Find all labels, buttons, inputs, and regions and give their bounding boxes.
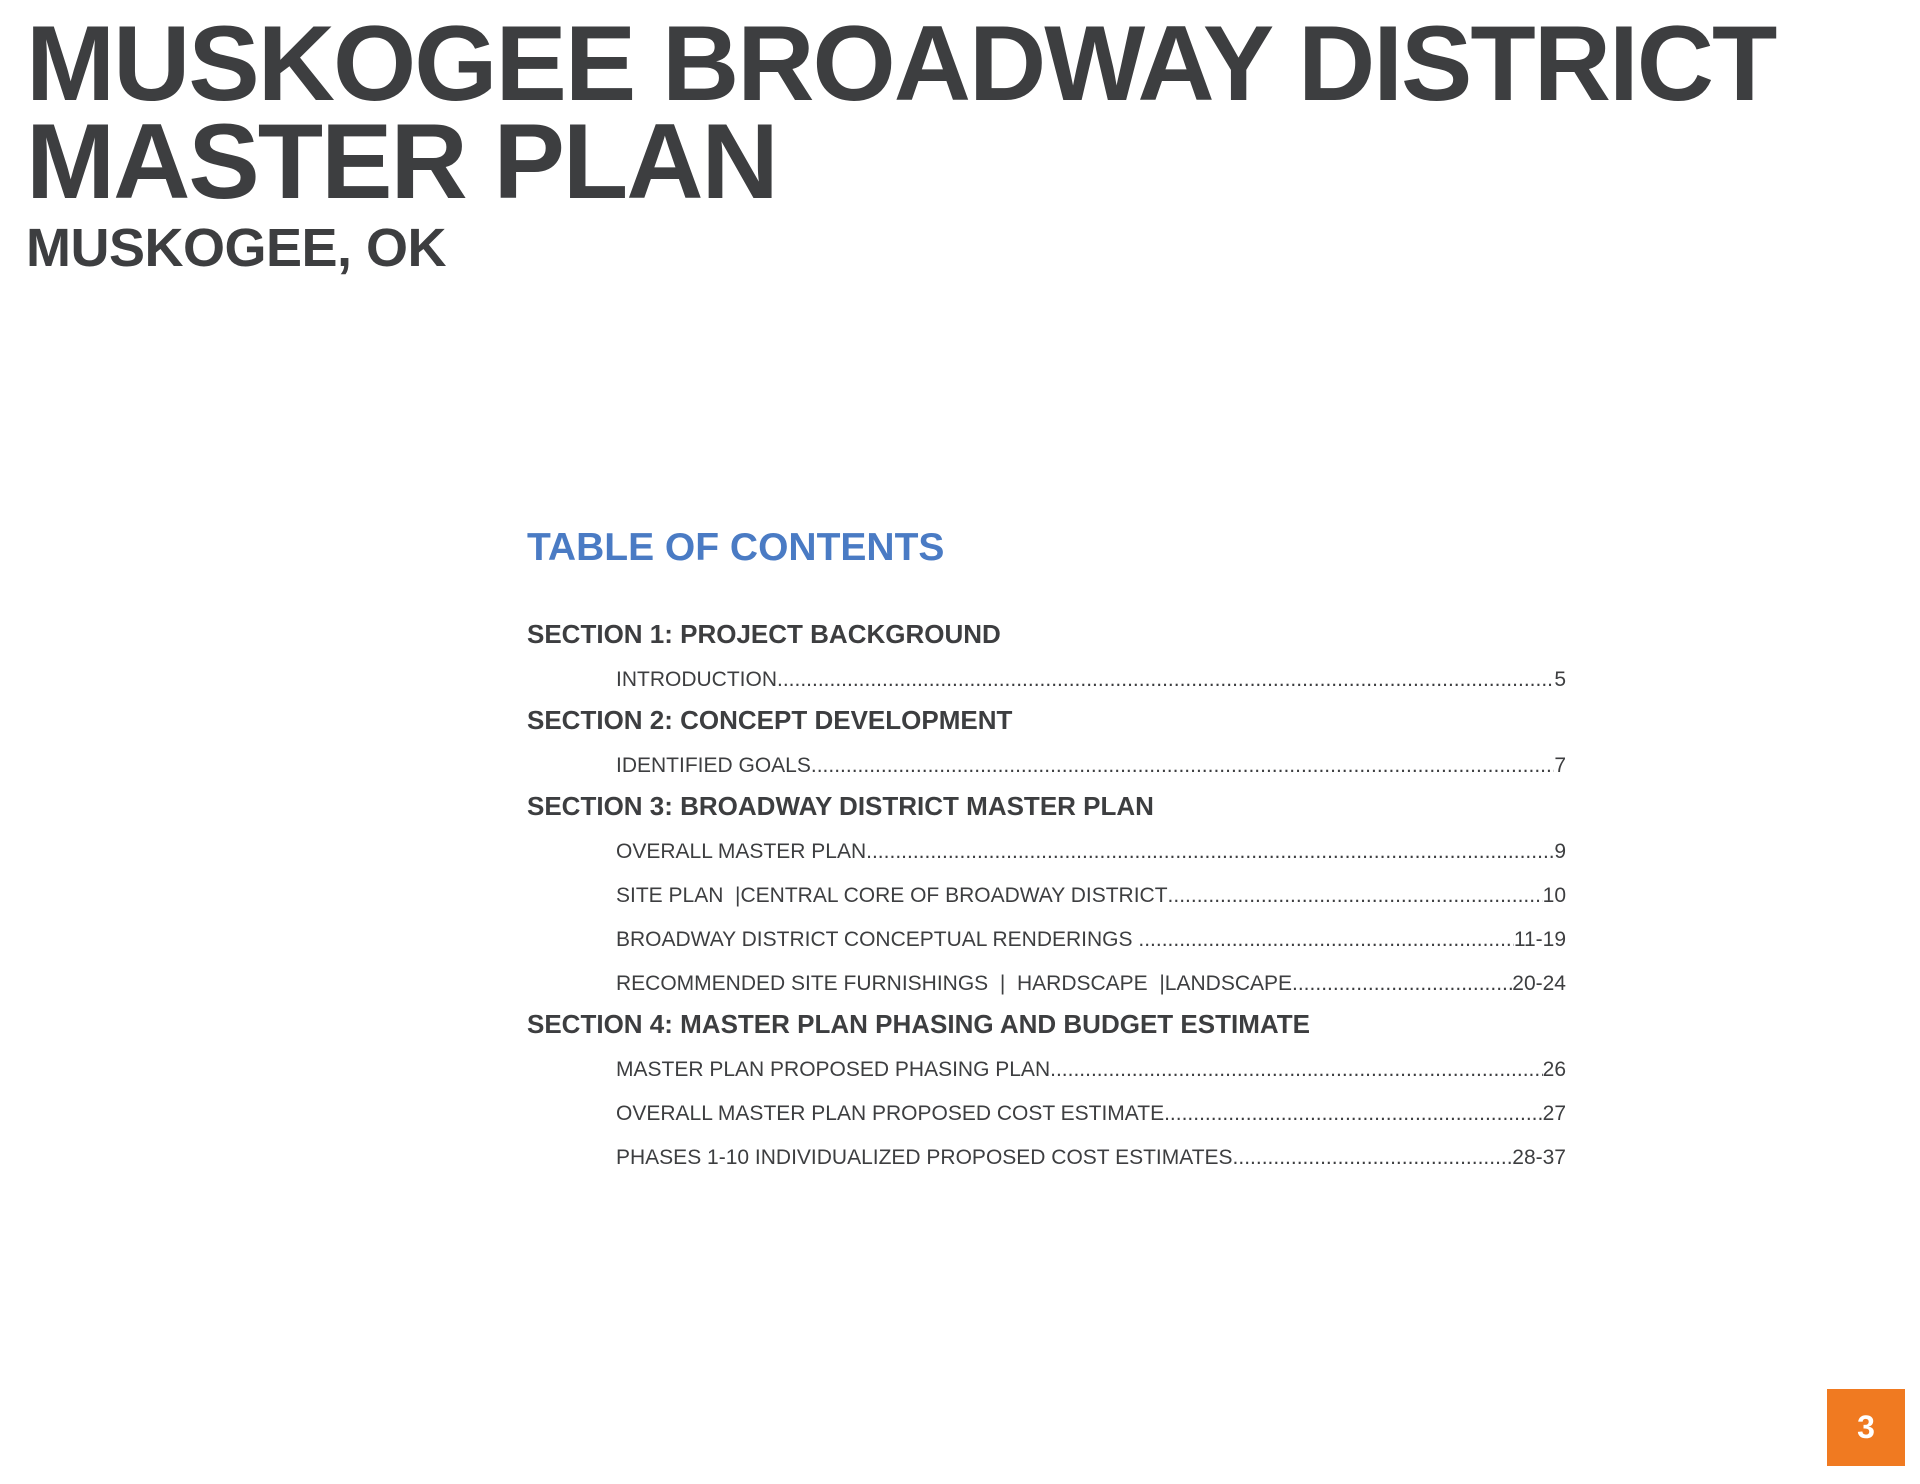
dot-leader [1050, 1048, 1543, 1092]
toc-entry-page: 28-37 [1512, 1146, 1566, 1169]
toc-entry-page: 9 [1554, 840, 1566, 863]
toc-section-1 [527, 616, 1567, 702]
document-title [26, 3, 1776, 221]
toc-entry-conceptual-renderings[interactable] [616, 918, 1566, 962]
toc-entry-label: RECOMMENDED SITE FURNISHINGS | HARDSCAPE |LANDSCAPE [616, 972, 1293, 995]
section-title: SECTION 3: BROADWAY DISTRICT MASTER PLAN [527, 791, 1154, 821]
dot-leader [866, 830, 1554, 874]
section-title: SECTION 1: PROJECT BACKGROUND [527, 619, 1001, 649]
dot-leader [1168, 874, 1543, 918]
toc-entry-identified-goals[interactable] [616, 744, 1566, 788]
toc-entry-page: 7 [1554, 754, 1566, 777]
page-number-badge: 3 [1827, 1389, 1905, 1466]
toc-section-4 [527, 1006, 1567, 1180]
toc-entry-overall-master-plan[interactable] [616, 830, 1566, 874]
toc-entry-page: 5 [1554, 668, 1566, 691]
toc-entry-label: PHASES 1-10 INDIVIDUALIZED PROPOSED COST ESTIMATES [616, 1146, 1233, 1169]
toc-section-2 [527, 702, 1567, 788]
toc-entry-introduction[interactable] [616, 658, 1566, 702]
document-title-line-1: MUSKOGEE BROADWAY DISTRICT [26, 3, 1776, 123]
toc-entry-label: SITE PLAN |CENTRAL CORE OF BROADWAY DISTRICT [616, 884, 1168, 907]
dot-leader [1138, 918, 1513, 962]
toc-entry-page: 20-24 [1512, 972, 1566, 995]
toc-entry-site-plan[interactable] [616, 874, 1566, 918]
dot-leader [777, 658, 1554, 702]
section-title: SECTION 4: MASTER PLAN PHASING AND BUDGET ESTIMATE [527, 1009, 1310, 1039]
dot-leader [1292, 962, 1512, 1006]
toc-entry-overall-cost-estimate[interactable] [616, 1092, 1566, 1136]
toc-entry-phase-cost-estimates[interactable] [616, 1136, 1566, 1180]
toc-entry-label: OVERALL MASTER PLAN [616, 840, 867, 863]
toc-entry-label: BROADWAY DISTRICT CONCEPTUAL RENDERINGS [616, 928, 1139, 951]
toc-entry-label: INTRODUCTION [616, 668, 777, 691]
document-subtitle: MUSKOGEE, OK [26, 218, 447, 278]
toc-entry-label: OVERALL MASTER PLAN PROPOSED COST ESTIMATE [616, 1102, 1165, 1125]
toc-entry-page: 11-19 [1513, 928, 1566, 951]
toc-entry-label: IDENTIFIED GOALS [616, 754, 811, 777]
toc-entry-page: 27 [1542, 1102, 1566, 1125]
toc-entry-page: 10 [1542, 884, 1566, 907]
dot-leader [811, 744, 1554, 788]
title-block [26, 3, 1776, 278]
section-title: SECTION 2: CONCEPT DEVELOPMENT [527, 705, 1013, 735]
dot-leader [1164, 1092, 1543, 1136]
toc-heading: TABLE OF CONTENTS [527, 526, 945, 569]
dot-leader [1233, 1136, 1513, 1180]
toc-entry-label: MASTER PLAN PROPOSED PHASING PLAN [616, 1058, 1051, 1081]
toc-entry-phasing-plan[interactable] [616, 1048, 1566, 1092]
document-title-line-2: MASTER PLAN [26, 101, 777, 221]
table-of-contents [527, 522, 1567, 1180]
toc-entry-page: 26 [1542, 1058, 1566, 1081]
toc-entry-site-furnishings[interactable] [616, 962, 1566, 1006]
toc-section-3 [527, 788, 1567, 1006]
